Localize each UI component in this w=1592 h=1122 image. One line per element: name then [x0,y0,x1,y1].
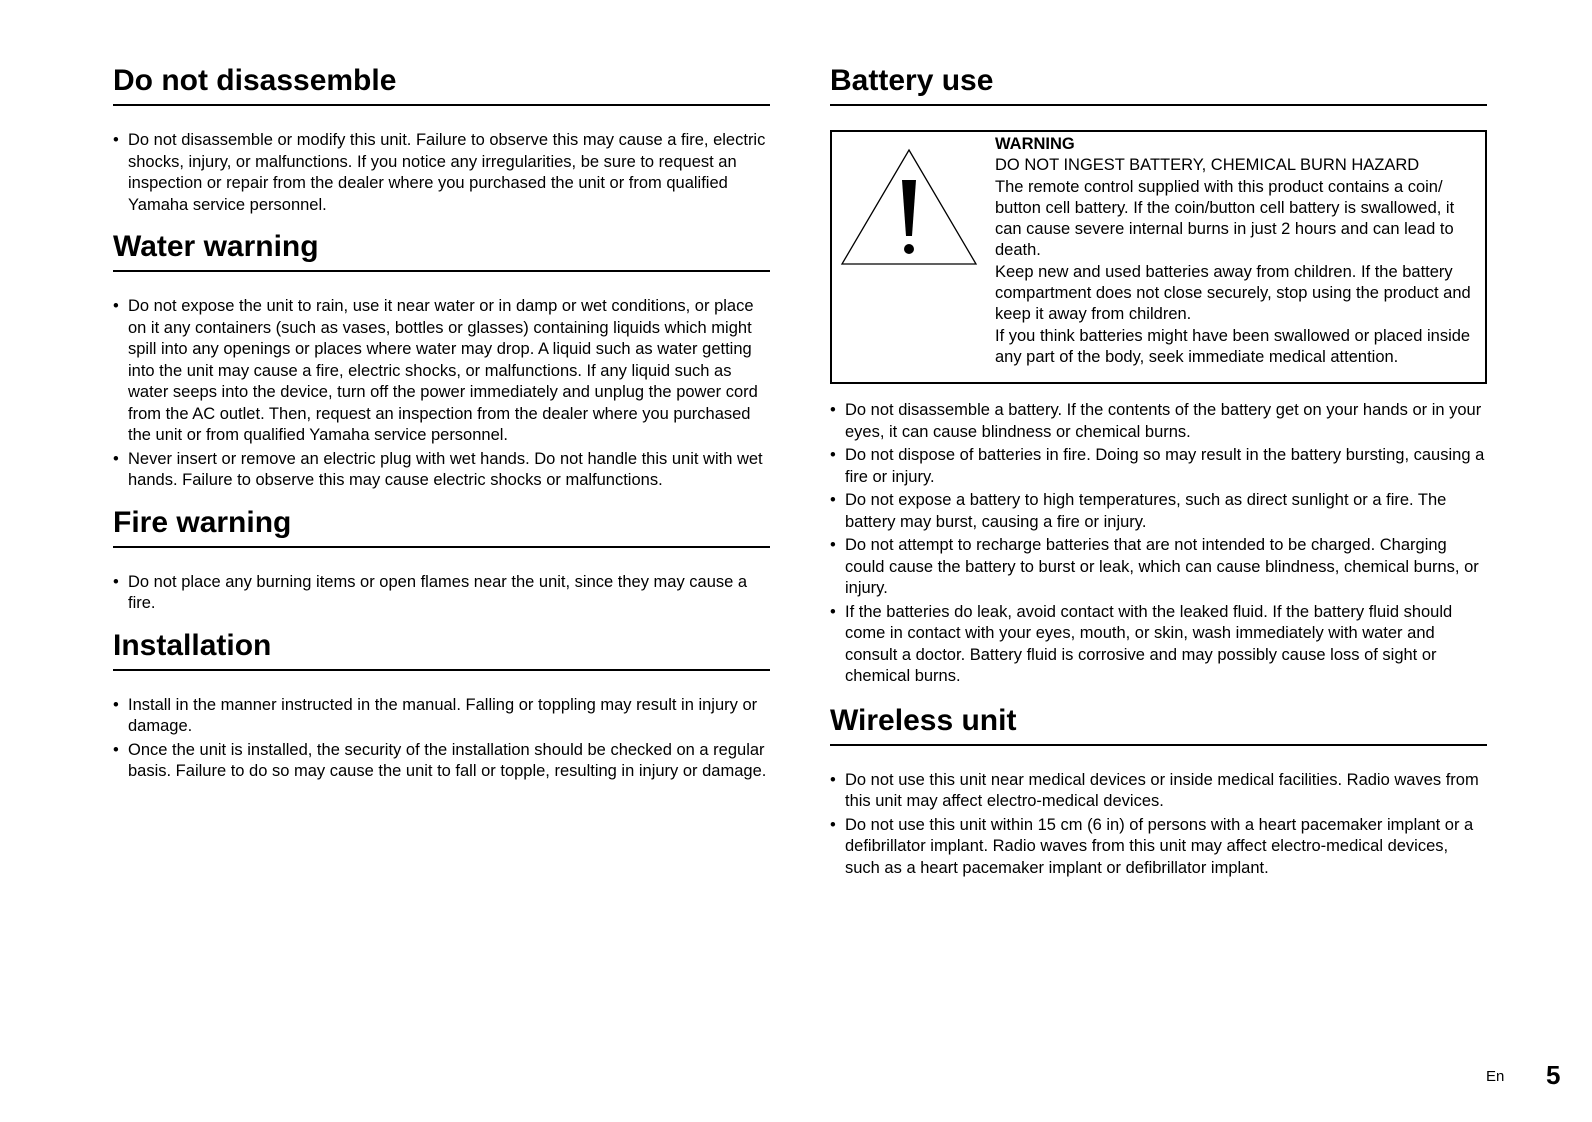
section-title: Fire warning [113,506,770,548]
list-item: • Do not use this unit within 15 cm (6 in) of persons with a heart pacemaker implant or a defibrillator implant. Radio waves from this unit may affect electro-medical devices, such as a heart pacemaker implant or defibrillator implant. [830,815,1487,880]
section-water-warning [113,230,770,492]
warning-triangle-icon [840,148,978,266]
warning-heading: WARNING [995,135,1075,153]
list-item: • If the batteries do leak, avoid contact with the leaked fluid. If the battery fluid should come in contact with your eyes, mouth, or skin, wash immediately with water and consult a doctor. Battery fluid is corrosive and may possibly cause loss of sight or chemical burns. [830,602,1487,688]
list-item: • Do not attempt to recharge batteries that are not intended to be charged. Charging could cause the battery to burst or leak, which can cause blindness, chemical burns, or injury. [830,535,1487,600]
bullet-list [113,695,770,783]
warning-box [830,130,1487,384]
section-title: Water warning [113,230,770,272]
section-fire-warning [113,506,770,615]
list-item: • Do not disassemble or modify this unit. Failure to observe this may cause a fire, electric shocks, injury, or malfunctions. If you notice any irregularities, be sure to request an inspection or repair from the dealer where you purchased the unit or from qualified Yamaha service personnel. [113,130,770,216]
bullet-list [113,296,770,492]
right-column [830,64,1487,881]
warning-paragraph: The remote control supplied with this product contains a coin/ button cell battery. If the coin/button cell battery is swallowed, it can cause severe internal burns in just 2 hours and can lead to death. [995,177,1455,260]
bullet-list [113,572,770,615]
left-column [113,64,770,785]
section-do-not-disassemble [113,64,770,216]
list-item: • Once the unit is installed, the security of the installation should be checked on a regular basis. Failure to do so may cause the unit to fall or topple, resulting in injury or damage. [113,740,770,783]
section-battery-use [830,64,1487,688]
warning-paragraph: If you think batteries might have been swallowed or placed inside any part of the body, seek immediate medical attention. [995,326,1471,366]
section-installation [113,629,770,783]
section-title: Wireless unit [830,704,1487,746]
section-wireless-unit [830,704,1487,880]
page-number: 5 [1546,1060,1561,1090]
list-item: • Do not expose a battery to high temperatures, such as direct sunlight or a fire. The battery may burst, causing a fire or injury. [830,490,1487,533]
list-item: • Do not place any burning items or open flames near the unit, since they may cause a fire. [113,572,770,615]
bullet-list [113,130,770,216]
bullet-list [830,400,1487,688]
bullet-list [830,770,1487,880]
list-item: • Do not disassemble a battery. If the contents of the battery get on your hands or in your eyes, it can cause blindness or chemical burns. [830,400,1487,443]
list-item: • Install in the manner instructed in the manual. Falling or toppling may result in injury or damage. [113,695,770,738]
warning-subheading: DO NOT INGEST BATTERY, CHEMICAL BURN HAZARD [995,156,1420,175]
list-item: • Do not dispose of batteries in fire. Doing so may result in the battery bursting, causing a fire or injury. [830,445,1487,488]
section-title: Battery use [830,64,1487,106]
list-item: • Do not expose the unit to rain, use it near water or in damp or wet conditions, or place on it any containers (such as vases, bottles or glasses) containing liquids which might spill into any openings or places where water may drop. A liquid such as water getting into the unit may cause a fire, electric shocks, or malfunctions. If any liquid such as water seeps into the device, turn off the power immediately and unplug the power cord from the AC outlet. Then, request an inspection from the dealer where you purchased the unit or from qualified Yamaha service personnel. [113,296,770,447]
warning-text [995,134,1475,368]
warning-paragraph: Keep new and used batteries away from children. If the battery compartment does not close securely, stop using the product and keep it away from children. [995,262,1471,324]
language-label: En [1486,1068,1505,1085]
list-item: • Never insert or remove an electric plug with wet hands. Do not handle this unit with wet hands. Failure to observe this may cause electric shocks or malfunctions. [113,449,770,492]
section-title: Do not disassemble [113,64,770,106]
section-title: Installation [113,629,770,671]
list-item: • Do not use this unit near medical devices or inside medical facilities. Radio waves from this unit may affect electro-medical devices. [830,770,1487,813]
